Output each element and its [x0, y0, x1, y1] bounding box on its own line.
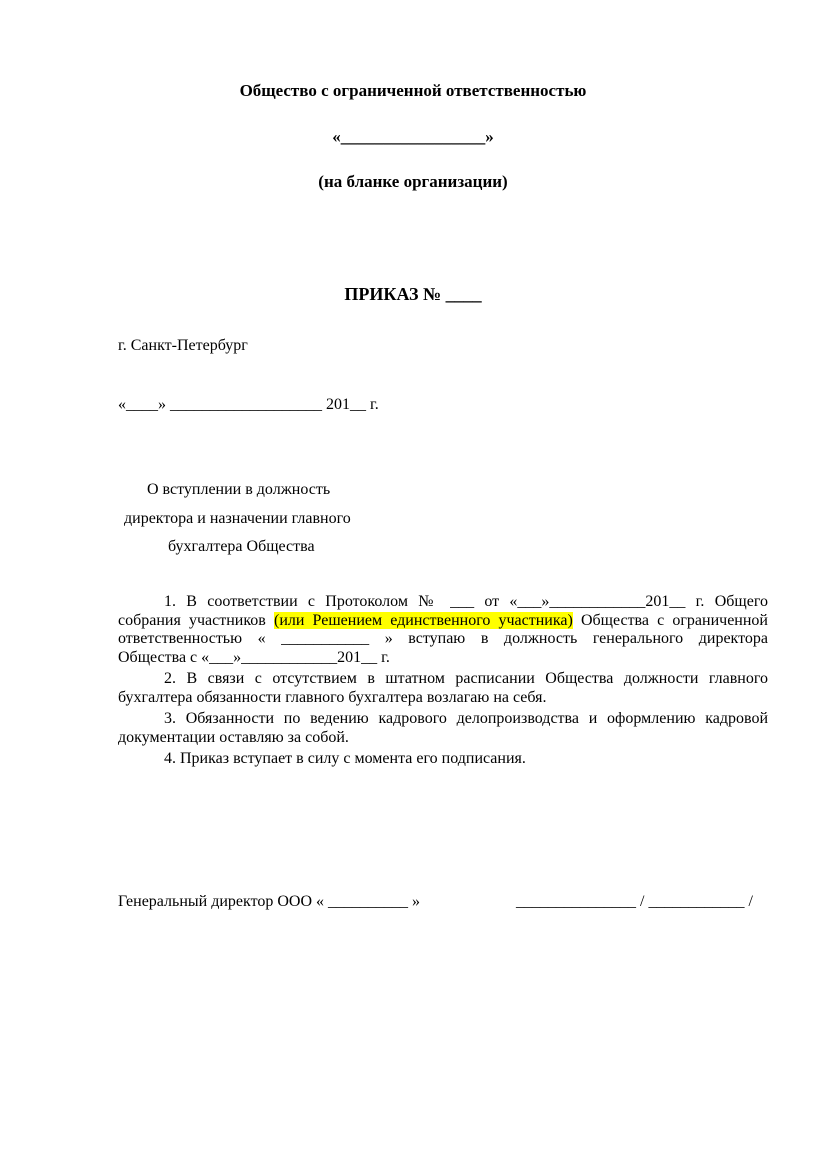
subject-line-2: директора и назначении главного	[124, 510, 351, 527]
paragraph-1-line-2-end: Общества с ограниченной	[572, 611, 768, 629]
paragraph-1-line-2	[118, 612, 768, 631]
signatory-position: Генеральный директор ООО « __________ »	[118, 893, 421, 910]
paragraph-4-line-1: 4. Приказ вступает в силу с момента его подписания.	[164, 750, 526, 767]
organization-name-blank: «_________________»	[332, 127, 494, 146]
organization-type: Общество с ограниченной ответственностью	[239, 81, 587, 100]
order-title: ПРИКАЗ № ____	[344, 284, 482, 304]
paragraph-2-line-1: 2. В связи с отсутствием в штатном расписании Общества должности главного	[164, 670, 768, 687]
paragraph-3	[118, 710, 768, 747]
letterhead-note: (на бланке организации)	[318, 172, 508, 191]
order-body	[118, 593, 768, 772]
paragraph-1-line-2-start: собрания участников	[118, 611, 274, 629]
highlighted-alternative: (или Решением единственного участника)	[273, 611, 573, 629]
city: г. Санкт-Петербург	[118, 337, 248, 354]
paragraph-1-line-1: 1. В соответствии с Протоколом № ___ от «___»____________201__ г. Общего	[164, 593, 768, 610]
paragraph-1-line-3: ответственностью « ___________ » вступаю в должность генерального директора	[118, 630, 768, 647]
subject-line-1: О вступлении в должность	[147, 481, 331, 498]
paragraph-3-line-1: 3. Обязанности по ведению кадрового делопроизводства и оформлению кадровой	[164, 710, 768, 727]
paragraph-3-line-2: документации оставляю за собой.	[118, 728, 349, 746]
signature-line: _______________ / ____________ /	[516, 893, 753, 910]
paragraph-2-line-2: бухгалтера обязанности главного бухгалтера возлагаю на себя.	[118, 688, 547, 706]
paragraph-2	[118, 670, 768, 707]
paragraph-4	[118, 750, 768, 769]
subject-line-3: бухгалтера Общества	[168, 538, 315, 555]
paragraph-1	[118, 593, 768, 667]
paragraph-1-line-4: Общества с «___»____________201__ г.	[118, 648, 390, 666]
order-date: «____» ___________________ 201__ г.	[118, 396, 379, 413]
